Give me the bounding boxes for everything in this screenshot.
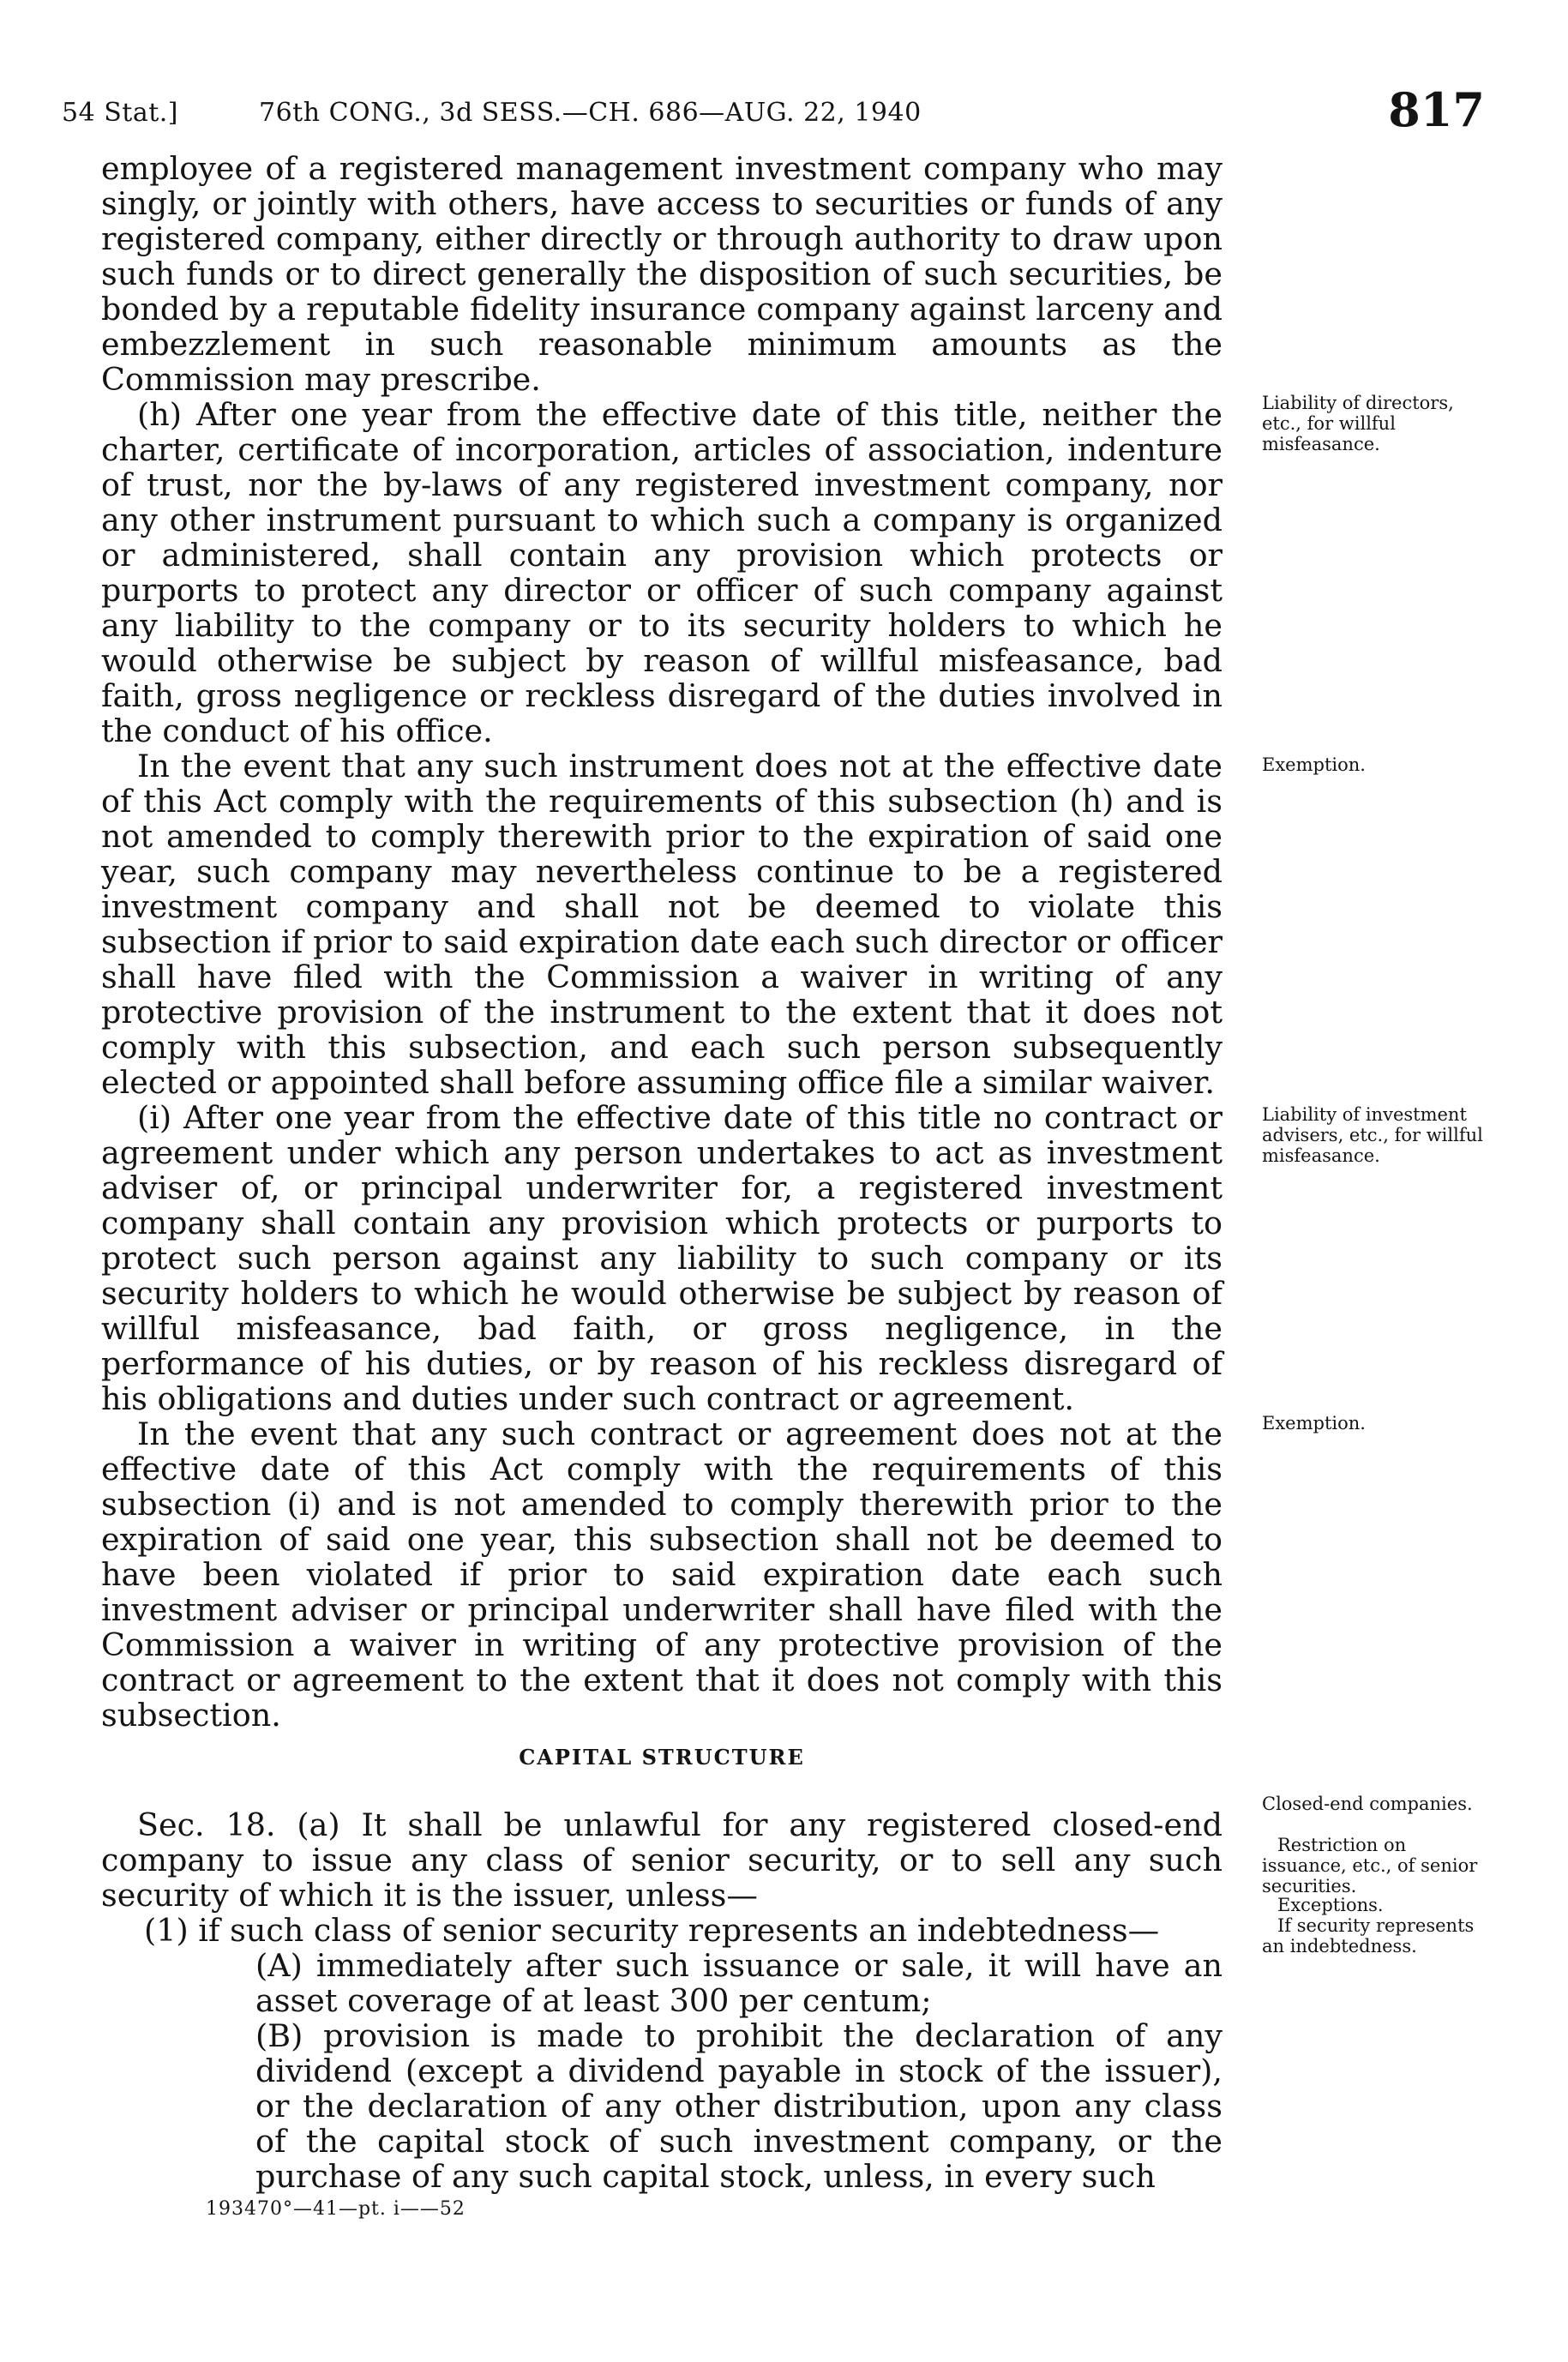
section-heading: CAPITAL STRUCTURE [519,1745,805,1770]
margin-note-liability-advisers: Liability of investment advisers, etc., for willful misfeasance. [1262,1104,1483,1166]
paragraph-18-a-1: (1) if such class of senior security represents an indebtedness— [144,1912,1160,1949]
paragraph-subsection-h: (h) After one year from the effective date of this title, neither the charter, certificate of incorporation, articles of association, indenture of trust, nor the by-laws of any registered investment company, nor any other instrument pursuant to which such a company is organized or administered, shall contain any provision which protects or purports to protect any director or officer of such company against any liability to the company or to its security holders to which he would otherwise be subject by reason of willful misfeasance, bad faith, gross negligence or reckless disregard of the duties involved in the conduct of his office. [101,396,1223,749]
paragraph-18-a-1-A: (A) immediately after such issuance or sale, it will have an asset coverage of at least 300 per centum; [255,1947,1223,2019]
margin-note-exceptions: Exceptions. [1277,1895,1384,1915]
paragraph-h-exemption: In the event that any such instrument does not at the effective date of this Act comply with the requirements of this subsection (h) and is not amended to comply therewith prior to the expiration of said one year, such company may nevertheless continue to be a registered investment company and shall not be deemed to violate this subsection if prior to said expiration date each such director or officer shall have filed with the Commission a waiver in writing of any protective provision of the instrument to the extent that it does not comply with this subsection, and each such person subsequently elected or appointed shall before assuming office file a similar waiver. [101,748,1223,1101]
main-text [101,151,1223,2194]
paragraph-i-exemption: In the event that any such contract or agreement does not at the effective date of this Act comply with the requirements of this subsection (i) and is not amended to comply therewith prior to the expiration of said one year, this subsection shall not be deemed to have been violated if prior to said expiration date each such investment adviser or principal underwriter shall have filed with the Commission a waiver in writing of any protective provision of the contract or agreement to the extent that it does not comply with this subsection. [101,1415,1223,1734]
printer-footer: 193470°—41—pt. i——52 [206,2198,466,2220]
margin-note-restriction: Restriction on issuance, etc., of senior securities. [1262,1835,1478,1896]
paragraph-18-a-1-B: (B) provision is made to prohibit the declaration of any dividend (except a dividend payable in stock of the issuer), or the declaration of any other distribution, upon any class of the capital stock of such investment company, or the purchase of any such capital stock, unless, in every such [255,2017,1223,2195]
margin-note-liability-directors: Liability of directors, etc., for willful misfeasance. [1262,393,1454,454]
margin-note-exemption: Exemption. [1262,1413,1366,1433]
paragraph-continuation: employee of a registered management investment company who may singly, or jointly with others, have access to securities or funds of any registered company, either directly or through authority to draw upon such funds or to direct generally the disposition of such securities, be bonded by a reputable fidelity insurance company against larceny and embezzlement in such reasonable minimum amounts as the Commission may prescribe. [101,150,1223,398]
margin-note-indebtedness: If security represents an indebtedness. [1262,1915,1475,1956]
paragraph-sec-18-a: Sec. 18. (a) It shall be unlawful for any registered closed-end company to issue any class of senior security, or to sell any such security of which it is the issuer, unless— [101,1806,1223,1914]
margin-note-closed-end: Closed-end companies. [1262,1794,1473,1814]
running-header [62,82,1485,142]
page-number: 817 [1388,82,1485,137]
margin-note-exemption: Exemption. [1262,754,1366,775]
paragraph-subsection-i: (i) After one year from the effective date of this title no contract or agreement under which any person undertakes to act as investment adviser of, or principal underwriter for, a registered investment company shall contain any provision which protects or purports to protect such person against any liability to such company or its security holders to which he would otherwise be subject by reason of willful misfeasance, bad faith, or gross negligence, in the performance of his duties, or by reason of his reckless disregard of his obligations and duties under such contract or agreement. [101,1099,1223,1417]
header-session: 76th CONG., 3d SESS.—CH. 686—AUG. 22, 1940 [259,98,922,128]
header-volume: 54 Stat.] [62,98,178,128]
